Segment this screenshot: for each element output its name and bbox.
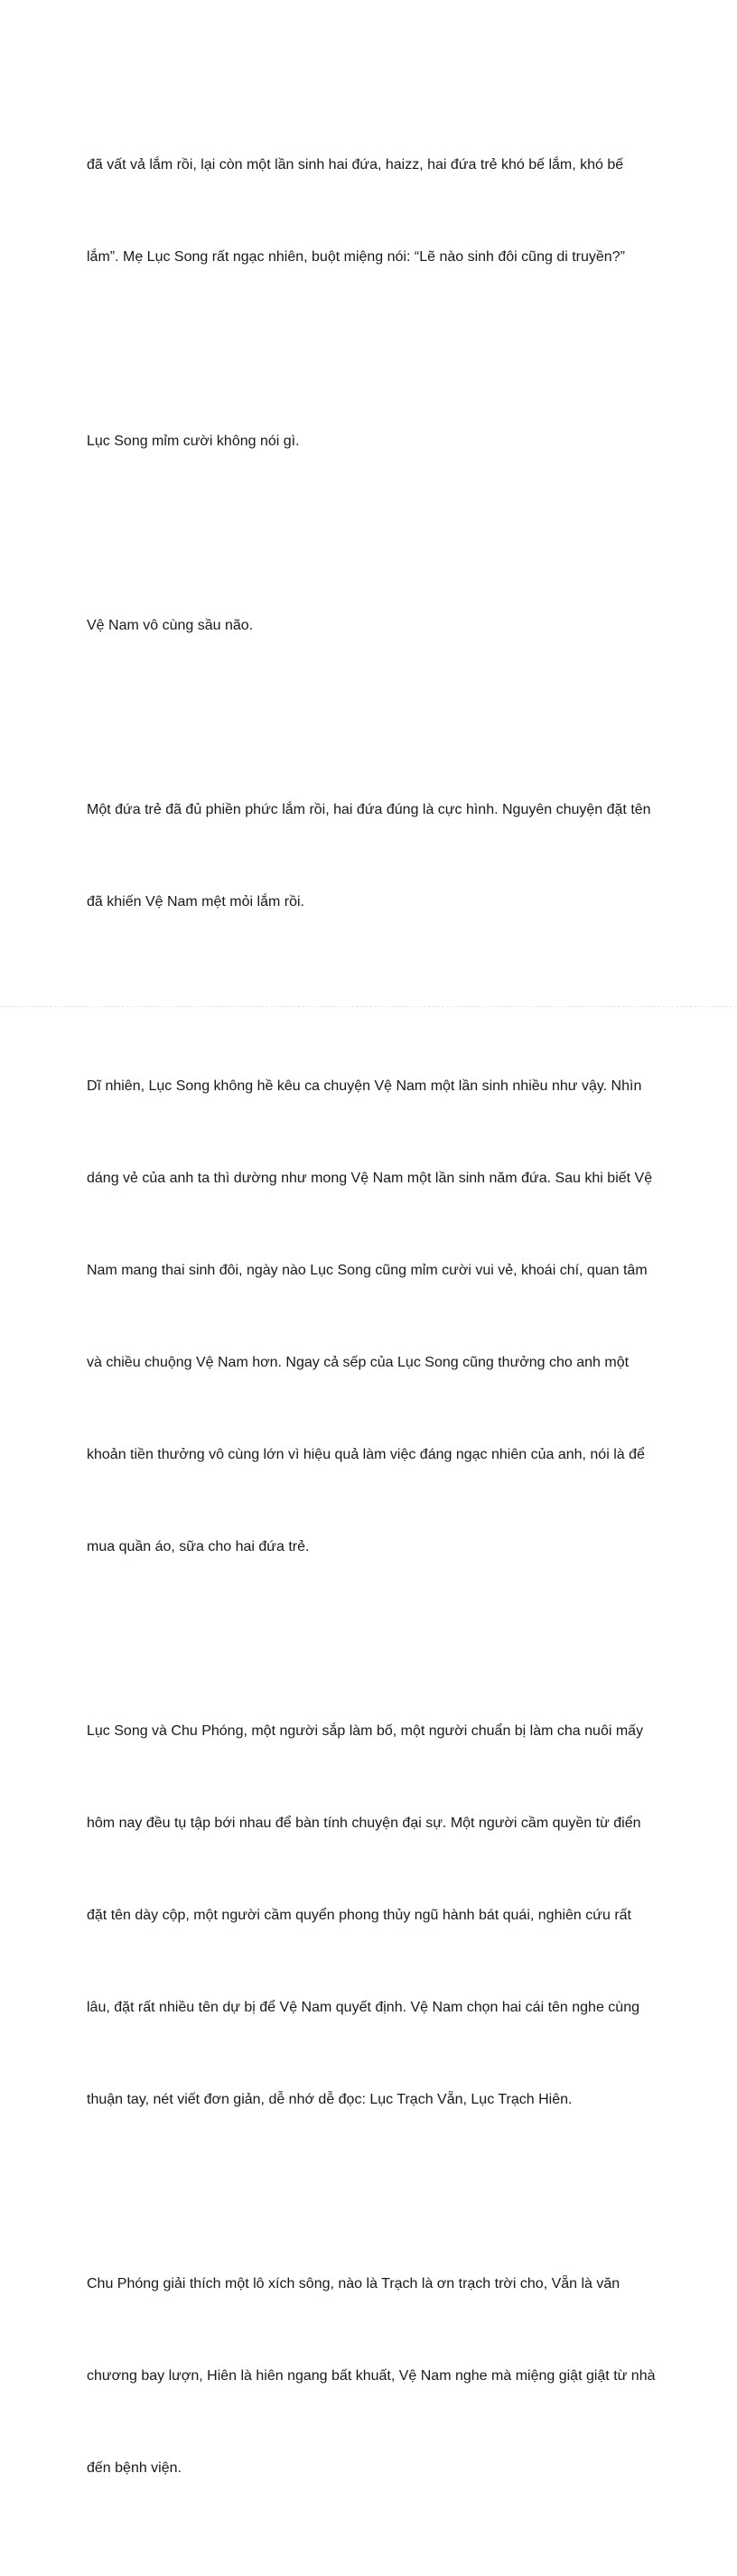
text-line: và chiều chuộng Vệ Nam hơn. Ngay cả sếp của Lục Song cũng thưởng cho anh một <box>87 1355 630 1370</box>
text-line: mua quần áo, sữa cho hai đứa trẻ. <box>87 1539 310 1554</box>
text-line: Nam mang thai sinh đôi, ngày nào Lục Song cũng mỉm cười vui vẻ, khoái chí, quan tâm <box>87 1263 648 1278</box>
text-line: đã vất vả lắm rồi, lại còn một lần sinh hai đứa, haizz, hai đứa trẻ khó bế lắm, khó bế <box>87 157 624 173</box>
text-line: lâu, đặt rất nhiều tên dự bị để Vệ Nam quyết định. Vệ Nam chọn hai cái tên nghe cùng <box>87 2000 639 2015</box>
paragraph-4 <box>87 733 650 979</box>
text-line: Dĩ nhiên, Lục Song không hề kêu ca chuyện Vệ Nam một lần sinh nhiều như vậy. Nhìn <box>87 1078 642 1094</box>
paragraph-1 <box>87 89 650 334</box>
text-line: hôm nay đều tụ tập bới nhau để bàn tính chuyện đại sự. Một người cầm quyền từ điển <box>87 1815 641 1831</box>
text-line: đã khiến Vệ Nam mệt mỏi lắm rồi. <box>87 894 304 910</box>
paragraph-7 <box>87 2207 656 2545</box>
paragraph-6 <box>87 1655 650 2177</box>
paragraph-3 <box>87 549 650 703</box>
text-line: Lục Song và Chu Phóng, một người sắp làm bố, một người chuẩn bị làm cha nuôi mấy <box>87 1723 644 1739</box>
text-line: dáng vẻ của anh ta thì dường như mong Vệ Nam một lần sinh năm đứa. Sau khi biết Vệ <box>87 1171 653 1186</box>
text-line: lắm”. Mẹ Lục Song rất ngạc nhiên, buột miệng nói: “Lẽ nào sinh đôi cũng di truyền?” <box>87 249 625 265</box>
text-line: đặt tên dày cộp, một người cầm quyển phong thủy ngũ hành bát quái, nghiên cứu rất <box>87 1908 631 1923</box>
text-line: khoản tiền thưởng vô cùng lớn vì hiệu quả làm việc đáng ngạc nhiên của anh, nói là để <box>87 1447 645 1462</box>
text-line: Lục Song mỉm cười không nói gì. <box>87 434 300 449</box>
text-line: thuận tay, nét viết đơn giản, dễ nhớ dễ đọc: Lục Trạch Vẵn, Lục Trạch Hiên. <box>87 2092 573 2107</box>
page-bottom-edge <box>0 1006 737 1007</box>
paragraph-2 <box>87 365 650 518</box>
text-line: chương bay lượn, Hiên là hiên ngang bất khuất, Vệ Nam nghe mà miệng giật giật từ nhà <box>87 2368 656 2384</box>
paragraph-5 <box>87 1010 653 1624</box>
text-line: Một đứa trẻ đã đủ phiền phức lắm rồi, hai đứa đúng là cực hình. Nguyên chuyện đặt tên <box>87 802 651 817</box>
text-line: Vệ Nam vô cùng sầu não. <box>87 618 254 633</box>
text-line: đến bệnh viện. <box>87 2460 182 2476</box>
document-body <box>87 89 656 2576</box>
text-line: Chu Phóng giải thích một lô xích sông, nào là Trạch là ơn trạch trời cho, Vẵn là văn <box>87 2276 620 2291</box>
